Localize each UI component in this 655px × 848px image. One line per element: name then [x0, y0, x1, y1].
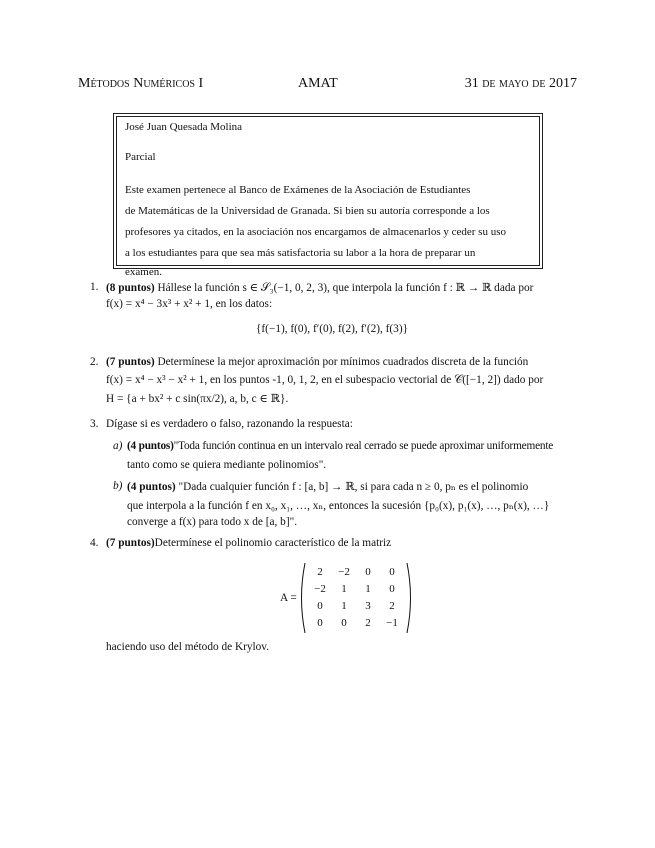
q1-line — [106, 281, 533, 295]
matrix-cell: 2 — [389, 600, 395, 612]
matrix-cell: 0 — [341, 617, 347, 629]
author: José Juan Quesada Molina — [125, 121, 243, 133]
matrix-cell: −2 — [314, 583, 326, 595]
matrix-cell: 2 — [365, 617, 371, 629]
q2-line — [106, 356, 528, 368]
q4-points: (7 puntos) — [106, 537, 155, 549]
matrix-cell: 0 — [317, 617, 323, 629]
matrix-cell: 1 — [341, 583, 347, 595]
q2-points: (7 puntos) — [106, 356, 155, 368]
q1-text: Hállese la función s ∈ 𝒮₃(−1, 0, 2, 3), que interpola la función f : ℝ → ℝ dada por — [157, 282, 534, 294]
q1-data-set: {f(−1), f(0), f′(0), f(2), f′(2), f(3)} — [256, 323, 409, 335]
q3-intro: Dígase si es verdadero o falso, razonando la respuesta: — [106, 418, 353, 430]
matrix-cell: 3 — [365, 600, 371, 612]
group-label: AMAT — [298, 76, 338, 91]
box-line: a los estudiantes para que sea más satisfactoria su labor a la hora de preparar un — [125, 247, 476, 259]
q3b-text: "Dada cualquier función f : [a, b] → ℝ, si para cada n ≥ 0, pₙ es el polinomio — [178, 481, 529, 493]
q3-number: 3. — [90, 418, 99, 430]
box-line: examen. — [125, 266, 162, 278]
q4-text: Determínese el polinomio característico de la matriz — [154, 537, 392, 549]
matrix-cell: 1 — [365, 583, 371, 595]
q1-formula: f(x) = x⁴ − 3x³ + x² + 1, en los datos: — [106, 298, 273, 310]
q3b-label: b) — [113, 480, 123, 492]
q3b-text3: converge a f(x) para todo x de [a, b]". — [127, 516, 298, 528]
exam-date: 31 de mayo de 2017 — [464, 76, 577, 91]
box-line: Este examen pertenece al Banco de Exámenes de la Asociación de Estudiantes — [125, 184, 471, 196]
matrix-A — [306, 562, 406, 634]
q1-points: (8 puntos) — [106, 282, 155, 294]
q2-text: Determínese la mejor aproximación por mínimos cuadrados discreta de la función — [157, 356, 529, 368]
q1-number: 1. — [90, 281, 99, 293]
box-line: profesores ya citados, en la asociación nos encargamos de almacenarlos y ceder su uso — [125, 226, 506, 238]
q4-line — [106, 537, 391, 549]
matrix-cell: −1 — [386, 617, 398, 629]
left-paren — [298, 562, 306, 634]
info-box — [116, 116, 540, 278]
q3a-text2: tanto como se quiera mediante polinomios". — [127, 459, 327, 471]
matrix-lhs: A = — [280, 592, 297, 604]
q3b-text2: que interpola a la función f en x₀, x₁, …, xₙ, entonces la sucesión {p₀(x), p₁(x), …, pₙ(x), …} — [127, 500, 550, 512]
matrix-cell: −2 — [338, 566, 350, 578]
matrix-cell: 0 — [365, 566, 371, 578]
q3a-text: "Toda función continua en un intervalo real cerrado se puede aproximar uniformemente — [173, 440, 554, 452]
q3a-line — [127, 440, 553, 452]
matrix-cell: 2 — [317, 566, 323, 578]
q2-subspace: H = {a + bx² + c sin(πx/2), a, b, c ∈ ℝ}. — [106, 393, 289, 405]
exam-type: Parcial — [125, 151, 156, 163]
q3b-line — [127, 480, 528, 493]
course-title: Métodos Numéricos I — [78, 76, 204, 91]
matrix-cell: 0 — [389, 583, 395, 595]
matrix-cell: 1 — [341, 600, 347, 612]
q3a-points: (4 puntos) — [127, 440, 174, 452]
q3b-points: (4 puntos) — [127, 481, 176, 493]
matrix-cell: 0 — [389, 566, 395, 578]
q3a-label: a) — [113, 440, 123, 452]
q2-formula: f(x) = x⁴ − x³ − x² + 1, en los puntos -1, 0, 1, 2, en el subespacio vectorial de 𝒞([−1, 2]) dado por — [106, 374, 544, 386]
q4-number: 4. — [90, 537, 99, 549]
matrix-cell: 0 — [317, 600, 323, 612]
box-line: de Matemáticas de la Universidad de Granada. Si bien su autoría corresponde a los — [125, 205, 490, 217]
q4-method: haciendo uso del método de Krylov. — [106, 641, 270, 653]
q2-number: 2. — [90, 356, 99, 368]
right-paren — [406, 562, 414, 634]
